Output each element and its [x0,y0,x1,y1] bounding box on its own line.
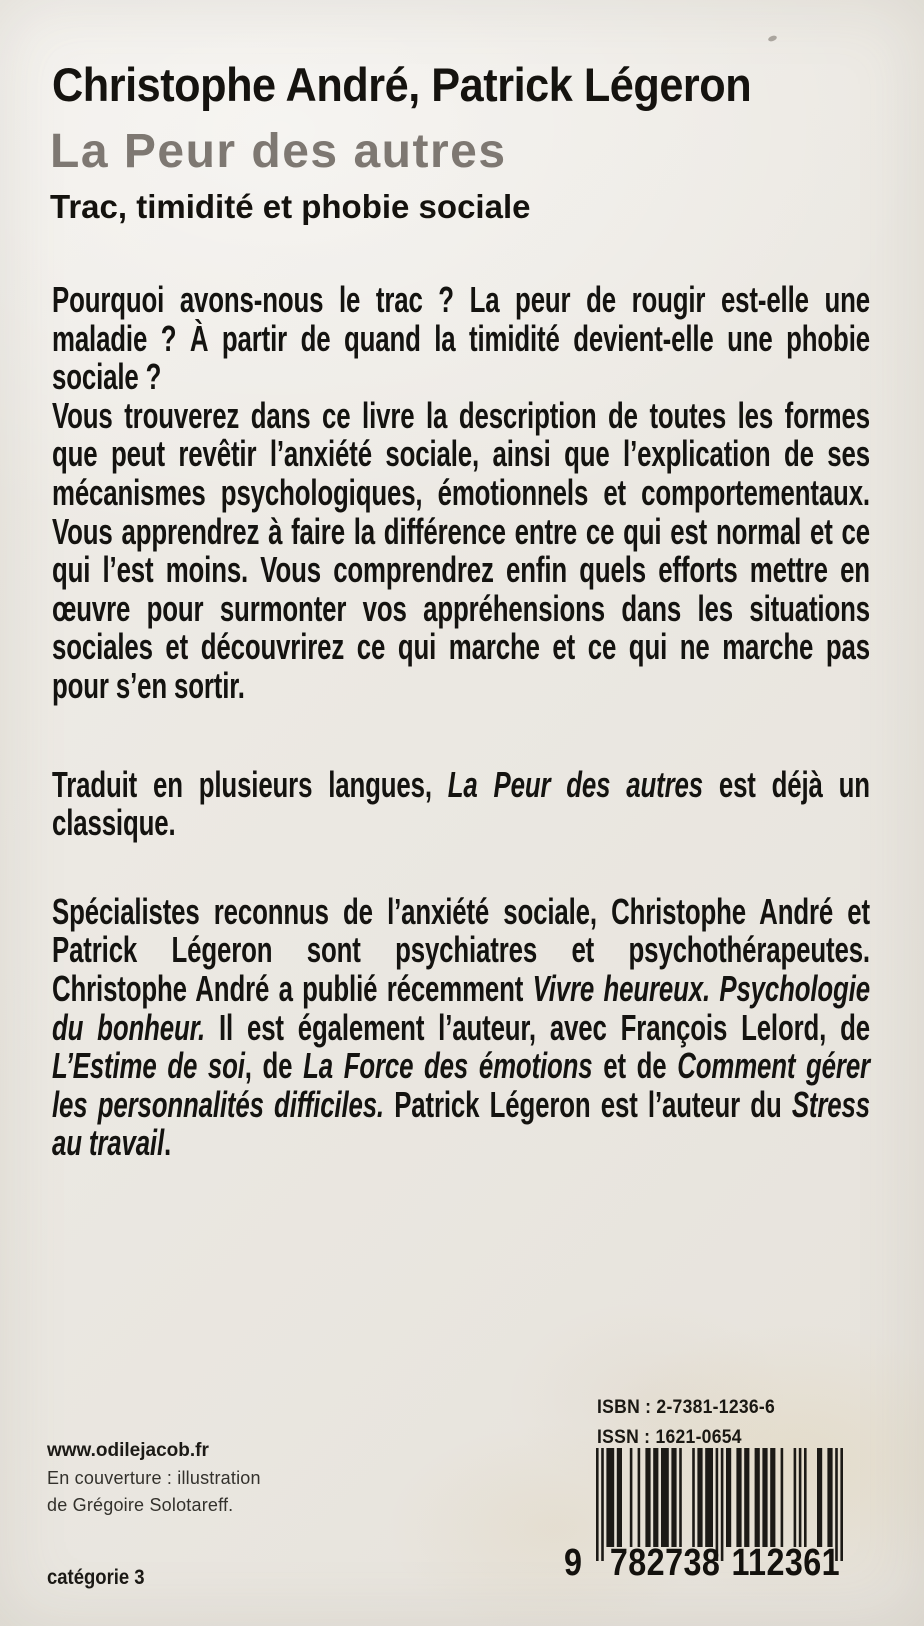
blurb-paragraph: Vous trouverez dans ce livre la description de toutes les formes que peut revêtir l’anxiété sociale, ainsi que l’explication de ses mécanismes psychologiques, émotionnels et comportementaux. Vous apprendrez à faire la différence entre ce qui est normal et ce qui l’est moins. Vous comprendrez enfin quels efforts mettre en œuvre pour surmonter vos appréhensions dans les situations sociales et découvrirez ce qui marche et ce qui ne marche pas pour s’en sortir. [52,394,870,706]
category-label: catégorie 3 [47,1566,145,1589]
publisher-website: www.odilejacob.fr [47,1440,209,1461]
barcode-digit-group-1: 782738 [609,1542,721,1584]
cover-credit-line-2: de Grégoire Solotareff. [47,1495,234,1515]
back-cover-blurb [52,281,870,1163]
barcode-digits [564,1542,921,1582]
author-names: Christophe André, Patrick Légeron [52,58,752,111]
isbn-label: ISBN : 2-7381-1236-6 [597,1396,776,1418]
barcode-digit-lead: 9 [564,1542,583,1584]
cover-credit-line-1: En couverture : illustration [47,1468,261,1488]
blurb-paragraph: Traduit en plusieurs langues, La Peur des autres est déjà un classique. [52,763,870,844]
barcode-digit-group-2: 112361 [731,1542,841,1584]
book-subtitle: Trac, timidité et phobie sociale [50,188,531,225]
blurb-paragraph: Pourquoi avons-nous le trac ? La peur de rougir est-elle une maladie ? À partir de quand la timidité devient-elle une phobie sociale ? [52,279,870,398]
paper-speck [767,35,777,43]
book-title: La Peur des autres [50,125,507,178]
blurb-paragraph: Spécialistes reconnus de l’anxiété sociale, Christophe André et Patrick Légeron sont psychiatres et psychothérapeutes. Christophe André a publié récemment Vivre heureux. Psychologie du bonheur. Il est également l’auteur, avec François Lelord, de L’Estime de soi, de La Force des émotions et de Comment gérer les personnalités difficiles. Patrick Légeron est l’auteur du Stress au travail. [52,890,870,1164]
issn-label: ISSN : 1621-0654 [597,1426,742,1448]
